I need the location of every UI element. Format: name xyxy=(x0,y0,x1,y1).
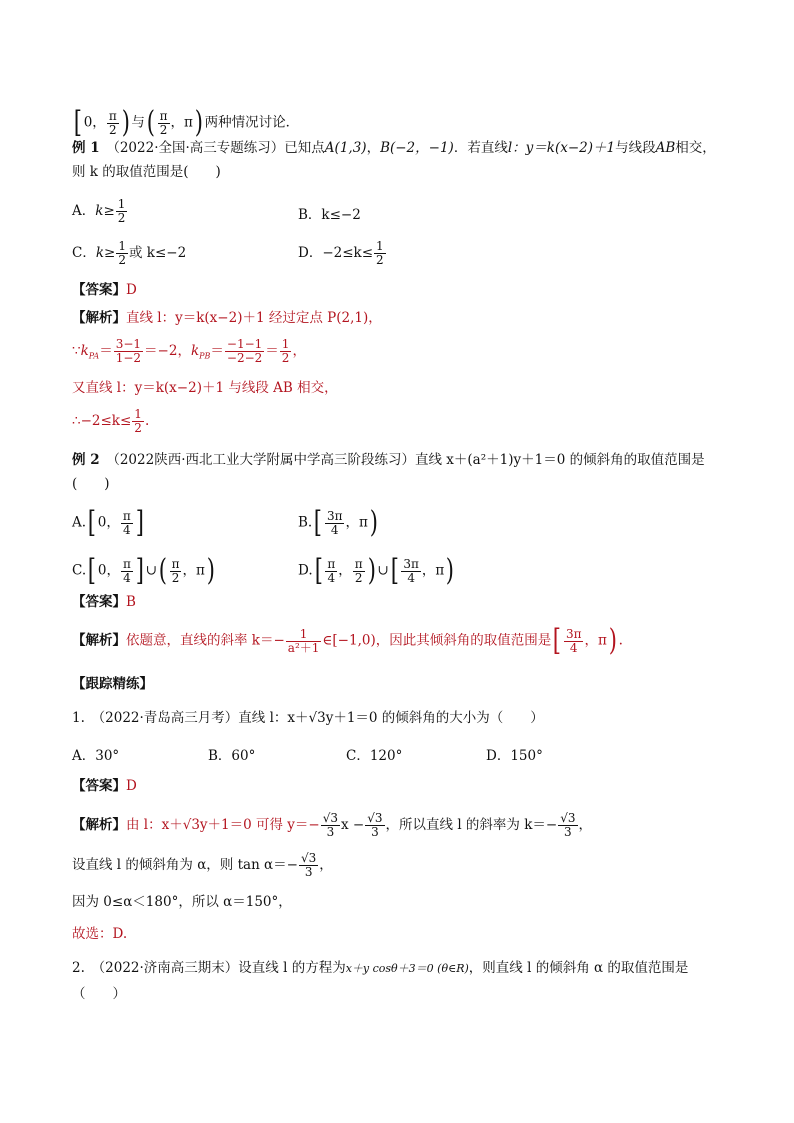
example1-analysis-2: $\because k_{PA}=$ $\frac{3-1}{1-2}$ ＝−2，$k_{PB}=$ $\frac{-1-1}{-2-2}$ ＝ $\frac{1}{2}$ ， xyxy=(72,337,306,365)
example2-answer: 【答案】B xyxy=(72,594,136,610)
q2-stem-line2: （ ） xyxy=(72,986,126,1002)
example2-analysis: 【解析】依题意，直线的斜率 k＝− $\frac{1}{\text{a²＋1}}$ ∈[−1,0)，因此其倾斜角的取值范围是[ $\frac{3\pi}{4}$ ，π) . xyxy=(72,623,623,658)
example2-stem-line2: ( ) xyxy=(72,476,110,492)
example1-analysis-3: 又直线 l：y＝k(x−2)＋1 与线段 AB 相交， xyxy=(72,380,338,396)
q1-stem: 1. （2022·青岛高三月考）直线 l：x＋√3y＋1＝0 的倾斜角的大小为（ ） xyxy=(72,710,544,726)
q1-option-a: A．30° xyxy=(72,748,120,764)
q1-option-d: D．150° xyxy=(486,748,543,764)
example1-stem-line2: 则 k 的取值范围是( ) xyxy=(72,164,221,180)
example1-option-d: D．−2≤k≤ $\frac{1}{2}$ xyxy=(298,239,384,267)
example2-option-b: B.[ $\frac{3\pi}{4}$ ，π) xyxy=(298,505,378,540)
example2-option-a: A.[ 0， $\frac{\pi}{4}$ ] xyxy=(72,505,144,540)
q1-analysis-3: 因为 0≤α＜180°，所以 α＝150°， xyxy=(72,894,292,910)
q1-option-c: C．120° xyxy=(346,748,403,764)
q2-stem: 2. （2022·济南高三期末）设直线 l 的方程为x＋y cosθ＋3＝0 (θ∈R)，则直线 l 的倾斜角 α 的取值范围是 xyxy=(72,960,689,976)
example1-answer: 【答案】D xyxy=(72,282,137,298)
q1-analysis-4: 故选：D. xyxy=(72,926,128,942)
example1-analysis-4: ∴−2≤k≤ $\frac{1}{2}$ . xyxy=(72,407,150,435)
q1-option-b: B．60° xyxy=(208,748,256,764)
q1-analysis-1: 【解析】由 l：x＋√3y＋1＝0 可得 y＝− $\frac{√3}{3}$ x − $\frac{√3}{3}$ ，所以直线 l 的斜率为 k＝− $\frac{√3}{3}$ ， xyxy=(72,811,592,839)
example1-stem: 例 1 （2022·全国·高三专题练习）已知点A(1,3)，B(−2，−1)．若直线l：y＝k(x−2)＋1与线段AB相交， xyxy=(72,140,716,156)
example1-option-b: B．k≤−2 xyxy=(298,207,361,223)
example2-stem: 例 2 （2022陕西·西北工业大学附属中学高三阶段练习）直线 x＋(a²＋1)y＋1＝0 的倾斜角的取值范围是 xyxy=(72,452,705,468)
example1-option-a: A．k≥ $\frac{1}{2}$ xyxy=(72,197,126,225)
q1-analysis-2: 设直线 l 的倾斜角为 α，则 tan α＝− $\frac{√3}{3}$ ， xyxy=(72,851,333,879)
example1-option-c: C．k≥ $\frac{1}{2}$ 或 k≤−2 xyxy=(72,239,187,267)
intro-line: [ 0， $\frac{\pi}{2}$ ) 与( $\frac{\pi}{2}$ ，π) 两种情况讨论． xyxy=(73,105,300,140)
tracking-title: 【跟踪精练】 xyxy=(72,676,153,692)
example1-analysis-1: 【解析】直线 l：y＝k(x−2)＋1 经过定点 P(2,1)， xyxy=(72,310,382,326)
example2-option-c: C.[ 0， $\frac{\pi}{4}$ ] ∪( $\frac{\pi}{2}$ ，π) xyxy=(72,553,215,588)
q1-answer: 【答案】D xyxy=(72,778,137,794)
example2-option-d: D.[ $\frac{\pi}{4}$ ， $\frac{\pi}{2}$ ) ∪[ $\frac{3\pi}{4}$ ，π) xyxy=(298,553,455,588)
